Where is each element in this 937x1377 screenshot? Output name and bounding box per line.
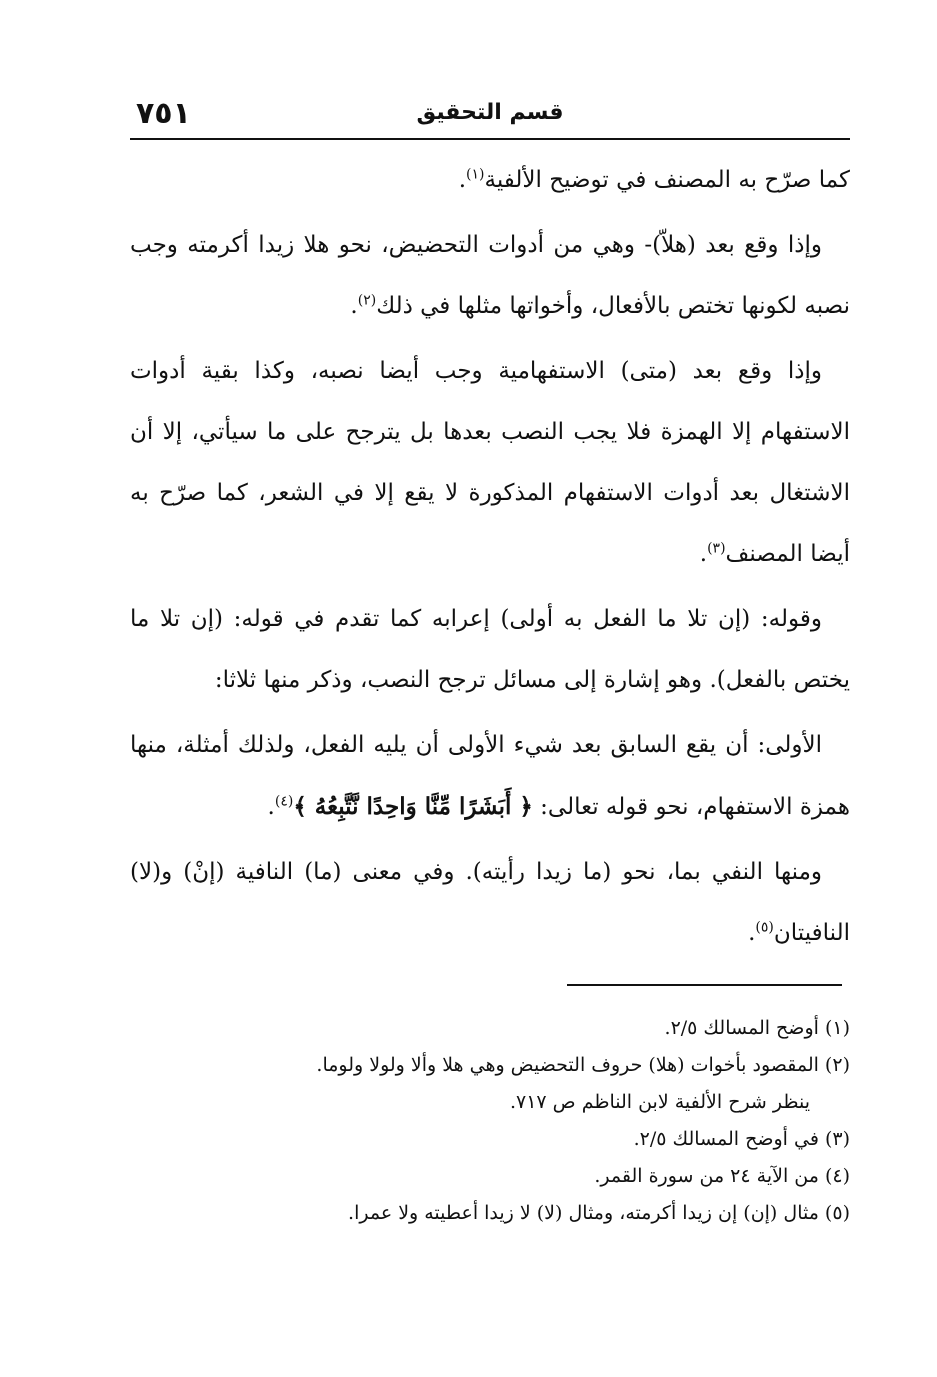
footnote-ref-2: (٢) — [357, 292, 377, 309]
paragraph-3-text: وإذا وقع بعد (متى) الاستفهامية وجب أيضا نصبه، وكذا بقية أدوات الاستفهام إلا الهمزة فلا يجب النصب بعدها بل يترجح على ما سيأتي، إلا أن الاشتغال بعد أدوات الاستفهام المذكورة لا يقع إلا في الشعر، كما صرّح به أيضا المصنف — [130, 358, 850, 567]
footnote-separator — [567, 984, 842, 986]
section-title: قسم التحقيق — [416, 100, 564, 125]
header-rule — [130, 138, 850, 140]
footnotes — [200, 1010, 850, 1232]
footnote-ref-5: (٥) — [755, 919, 774, 936]
paragraph-6-end: . — [748, 920, 756, 946]
footnote-3: (٣) في أوضح المسالك ٢/٥. — [633, 1128, 850, 1150]
paragraph-4-text: وقوله: (إن تلا ما الفعل به أولى) إعرابه كما تقدم في قوله: (إن تلا ما يختص بالفعل). وهو إشارة إلى مسائل ترجح النصب، وذكر منها ثلاثا: — [130, 606, 850, 693]
paragraph-2 — [130, 215, 850, 337]
paragraph-5-end: . — [267, 794, 275, 820]
page-number: ٧٥١ — [136, 96, 191, 131]
paragraph-5-text: الأولى: أن يقع السابق بعد شيء الأولى أن يليه الفعل، ولذلك أمثلة، منها همزة الاستفهام، نحو قوله تعالى: — [130, 732, 850, 820]
footnote-4: (٤) من الآية ٢٤ من سورة القمر. — [594, 1165, 850, 1187]
footnote-2: (٢) المقصود بأخوات (هلا) حروف التحضيض وهي هلا وألا ولولا ولوما. — [316, 1054, 850, 1076]
paragraph-3-end: . — [699, 541, 708, 567]
paragraph-1-text: كما صرّح به المصنف في توضيح الألفية — [484, 167, 850, 193]
footnote-2-continuation: ينظر شرح الألفية لابن الناظم ص ٧١٧. — [509, 1091, 810, 1113]
paragraph-4 — [130, 589, 850, 711]
footnote-ref-3: (٣) — [707, 540, 726, 557]
footnote-ref-1: (١) — [466, 166, 485, 183]
footnote-1: (١) أوضح المسالك ٢/٥. — [664, 1017, 850, 1039]
paragraph-6-text: ومنها النفي بما، نحو (ما زيدا رأيته). وفي معنى (ما) النافية (إنْ) و(لا) النافيتان — [130, 859, 850, 946]
quran-verse: ﴿ أَبَشَرًا مِّنَّا وَاحِدًا نَّتَّبِعُهُ ﴾ — [293, 793, 533, 820]
paragraph-1-end: . — [458, 167, 467, 193]
paragraph-5 — [130, 715, 850, 838]
paragraph-6 — [130, 842, 850, 964]
paragraph-2-end: . — [350, 293, 358, 319]
footnote-ref-4: (٤) — [274, 793, 294, 810]
footnote-5: (٥) مثال (إن) إن زيدا أكرمته، ومثال (لا) لا زيدا أعطيته ولا عمرا. — [348, 1202, 850, 1224]
paragraph-2-text: وإذا وقع بعد (هلاّ)- وهي من أدوات التحضيض، نحو هلا زيدا أكرمته وجب نصبه لكونها تختص بالأفعال، وأخواتها مثلها في ذلك — [130, 232, 850, 319]
paragraph-3 — [130, 341, 850, 585]
main-text — [130, 150, 850, 968]
paragraph-1 — [130, 150, 850, 211]
running-header — [130, 92, 850, 140]
